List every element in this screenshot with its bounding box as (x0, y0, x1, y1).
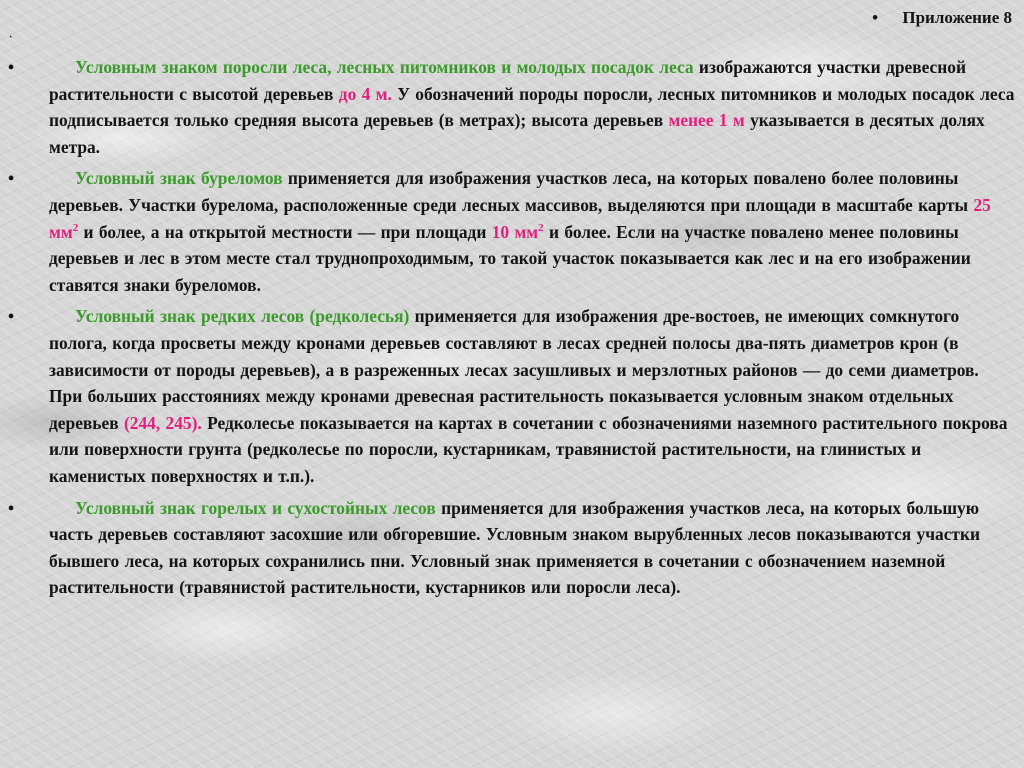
highlight-area-25mm2: 25 $мм^2$ (49, 194, 991, 242)
paragraph-text: Редколесье показывается на картах в сочетании с обозначениями наземного растительного покрова или поверхности грунта (редколесье по поросли, кустарникам, травянистой растительности, на глинистых и каменистых поверхностях и т.п.). (49, 412, 1008, 486)
paragraph-text: применяется для изображения дре-востоев, не имеющих сомкнутого полога, когда просветы между кронами деревьев составляют в лесах средней полосы два-пять диаметров крон (в зависимости от породы деревьев), а в разреженных лесах засушливых и мерзлотных районов — до семи диаметров. При больших расстояниях между кронами древесная растительность показывается условным знаком отдельных деревьев (49, 306, 979, 433)
bullet-marker: • (8, 57, 15, 77)
paragraph-text: и более. Если на участке повалено менее половины деревьев и лес в этом месте стал труднопроходимым, то такой участок показывается как лес и на его изображении ставятся знаки буреломов. (49, 221, 971, 295)
bullet-marker: • (8, 306, 15, 327)
highlight-height-below-1m: менее 1 м (668, 110, 745, 131)
term-sparse-forest: Условный знак редких лесов (редколесья) (75, 306, 410, 327)
paragraph-forest-growth (0, 54, 1016, 160)
highlight-height-up-to-4m: до 4 м. (338, 83, 392, 104)
paragraph-windfall (0, 165, 1016, 298)
paragraph-text: У обозначений породы поросли, лесных питомников и молодых посадок леса подписывается только средняя высота деревьев (в метрах); высота деревьев (49, 83, 1015, 131)
term-windfall: Условный знак буреломов (75, 168, 283, 189)
term-forest-growth: Условным знаком поросли леса, лесных питомников и молодых посадок леса (75, 57, 694, 77)
paragraph-text: применяется для изображения участков леса, на которых повалено более половины деревьев. Участки бурелома, расположенные среди лесных массивов, выделяются при площади в масштабе карты (49, 168, 974, 215)
paragraph-sparse-forest (0, 303, 1016, 489)
bullet-marker: • (8, 168, 15, 189)
paragraph-text: и более, а на открытой местности — при площади (78, 221, 492, 242)
stray-mark: · (9, 32, 13, 43)
bullet-marker: • (8, 497, 15, 518)
paragraph-text: указывается в десятых долях метра. (49, 110, 985, 157)
paragraph-burnt-forest (0, 495, 1016, 601)
text-body (0, 54, 1016, 606)
highlight-sign-reference: (244, 245). (123, 412, 202, 433)
appendix-title: Приложение 8 (902, 8, 1012, 27)
highlight-area-10mm2: 10 $мм^2$ (491, 221, 544, 242)
paragraph-text: применяется для изображения участков леса, на которых большую часть деревьев составляют засохшие или обгоревшие. Условным знаком вырубленных лесов показываются участки бывшего леса, на которых сохранились пни. Условный знак применяется в сочетании с обозначением наземной растительности (травянистой растительности, кустарников или поросли леса). (49, 497, 980, 598)
term-burnt-forest: Условный знак горелых и сухостойных лесов (75, 497, 436, 518)
appendix-header (872, 8, 1012, 28)
paragraph-text: изображаются участки древесной растительности с высотой деревьев (49, 57, 966, 104)
header-bullet: • (872, 8, 879, 27)
